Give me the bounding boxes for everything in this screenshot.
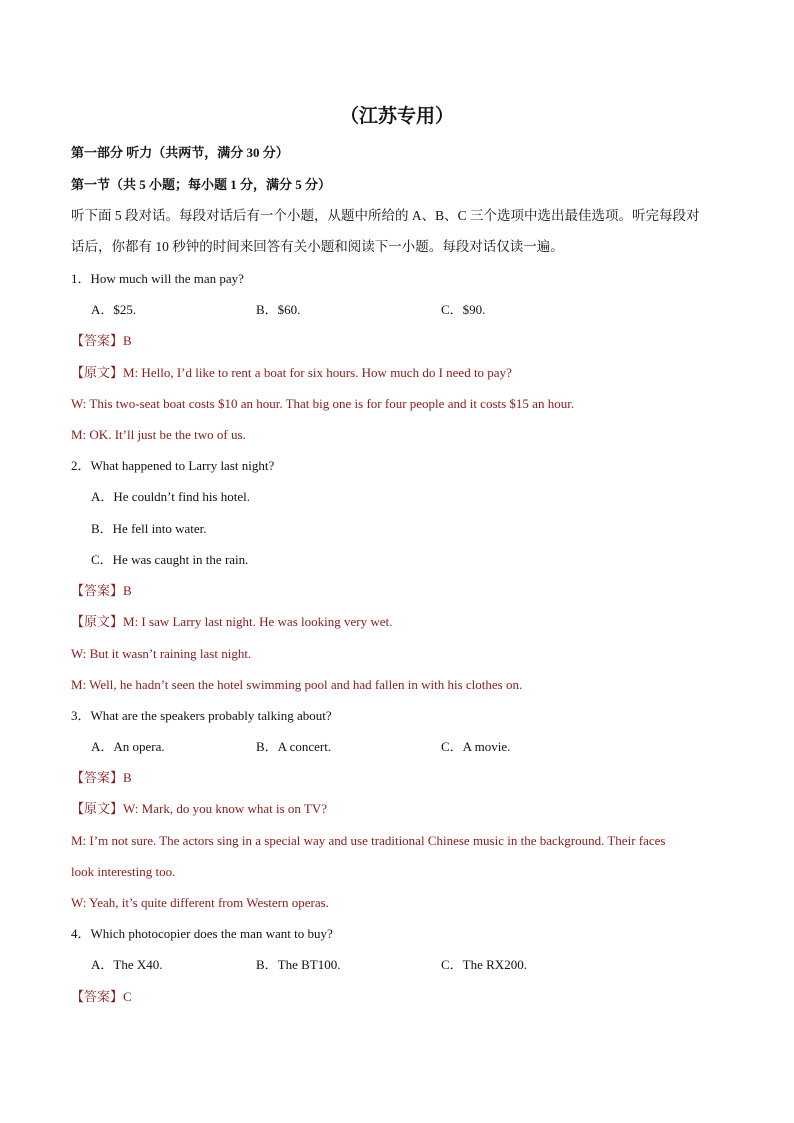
q1-transcript-line-2: W: This two-seat boat costs $10 an hour. That big one is for four people and it costs $15 an hour.	[71, 396, 575, 411]
q2-option-c: C．He was caught in the rain.	[91, 552, 249, 567]
q3-transcript-line-2: M: I’m not sure. The actors sing in a special way and use traditional Chinese music in the background. Their faces	[71, 833, 666, 848]
transcript-label: 【原文】	[71, 614, 124, 629]
q2-option-b: B．He fell into water.	[91, 521, 207, 536]
q3-option-c: C．A movie.	[441, 739, 511, 754]
q2-transcript-line-3: M: Well, he hadn’t seen the hotel swimming pool and had fallen in with his clothes on.	[71, 677, 523, 692]
transcript-text: M: Hello, I’d like to rent a boat for six hours. How much do I need to pay?	[123, 365, 512, 380]
q3-transcript-line-1	[71, 800, 327, 818]
q4-answer	[71, 988, 132, 1006]
q1-option-c: C．$90.	[441, 302, 486, 317]
instructions-line-1: 听下面 5 段对话。每段对话后有一个小题，从题中所给的 A、B、C 三个选项中选出最佳选项。听完每段对	[71, 208, 700, 223]
q2-transcript-line-2: W: But it wasn’t raining last night.	[71, 646, 252, 661]
q3-transcript-line-3: look interesting too.	[71, 864, 176, 879]
transcript-label: 【原文】	[71, 801, 124, 816]
q3-option-b: B．A concert.	[256, 739, 332, 754]
transcript-text: M: I saw Larry last night. He was looking very wet.	[123, 614, 393, 629]
instructions-line-2: 话后，你都有 10 秒钟的时间来回答有关小题和阅读下一小题。每段对话仅读一遍。	[71, 239, 564, 254]
q3-transcript-line-4: W: Yeah, it’s quite different from Western operas.	[71, 895, 329, 910]
transcript-text: W: Mark, do you know what is on TV?	[123, 801, 328, 816]
q3-option-a: A．An opera.	[91, 739, 165, 754]
section-heading: 第一节（共 5 小题；每小题 1 分，满分 5 分）	[71, 177, 332, 192]
answer-label: 【答案】	[71, 333, 124, 348]
q3-answer-value: B	[123, 770, 132, 785]
question-2: 2．What happened to Larry last night?	[71, 458, 275, 473]
question-3: 3．What are the speakers probably talking about?	[71, 708, 332, 723]
q4-answer-value: C	[123, 989, 132, 1004]
q3-answer	[71, 769, 132, 787]
q2-answer-value: B	[123, 583, 132, 598]
q1-option-b: B．$60.	[256, 302, 301, 317]
q4-option-a: A．The X40.	[91, 957, 163, 972]
q2-option-a: A．He couldn’t find his hotel.	[91, 489, 250, 504]
page-title: （江苏专用）	[339, 106, 454, 127]
q1-transcript-line-1	[71, 364, 512, 382]
q4-option-b: B．The BT100.	[256, 957, 341, 972]
q2-transcript-line-1	[71, 613, 392, 631]
answer-label: 【答案】	[71, 989, 124, 1004]
q1-option-a: A．$25.	[91, 302, 137, 317]
answer-label: 【答案】	[71, 770, 124, 785]
q1-transcript-line-3: M: OK. It’ll just be the two of us.	[71, 427, 246, 442]
q1-answer-value: B	[123, 333, 132, 348]
part-heading: 第一部分 听力（共两节，满分 30 分）	[71, 145, 289, 160]
q2-answer	[71, 582, 132, 600]
question-1: 1．How much will the man pay?	[71, 271, 244, 286]
question-4: 4．Which photocopier does the man want to buy?	[71, 926, 333, 941]
q1-answer	[71, 332, 132, 350]
answer-label: 【答案】	[71, 583, 124, 598]
transcript-label: 【原文】	[71, 365, 124, 380]
q4-option-c: C．The RX200.	[441, 957, 527, 972]
